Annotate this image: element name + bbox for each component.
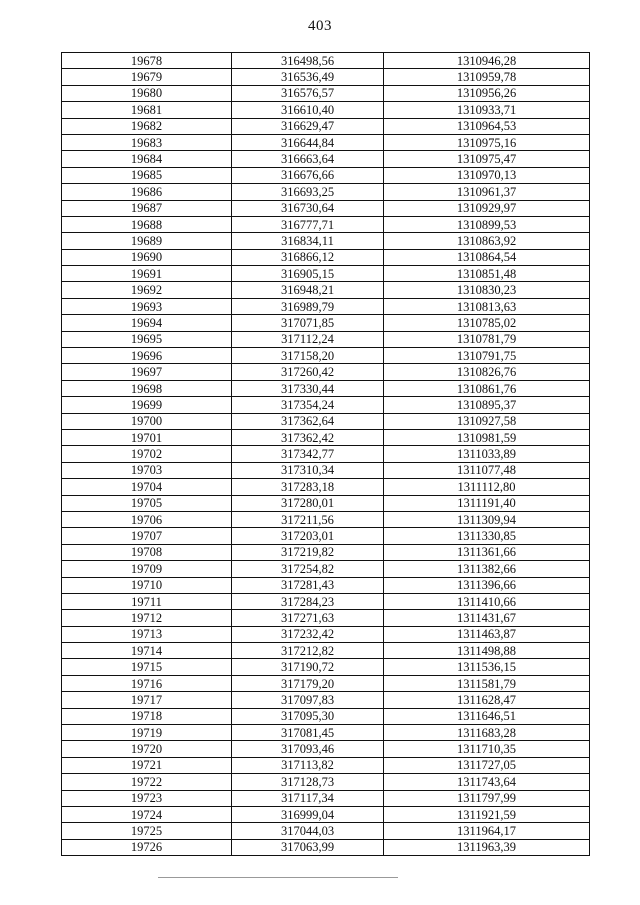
point-number-cell: 19707 — [62, 528, 232, 544]
point-number-cell: 19713 — [62, 626, 232, 642]
table-row — [62, 397, 590, 413]
x-coordinate-cell: 316536,49 — [232, 69, 384, 85]
y-coordinate-cell: 1310781,79 — [384, 331, 590, 347]
table-row — [62, 85, 590, 101]
table-row — [62, 511, 590, 527]
table-row — [62, 757, 590, 773]
table-row — [62, 184, 590, 200]
x-coordinate-cell: 317254,82 — [232, 561, 384, 577]
y-coordinate-cell: 1311191,40 — [384, 495, 590, 511]
coordinates-table-body — [62, 53, 590, 856]
point-number-cell: 19702 — [62, 446, 232, 462]
point-number-cell: 19724 — [62, 806, 232, 822]
point-number-cell: 19715 — [62, 659, 232, 675]
point-number-cell: 19697 — [62, 364, 232, 380]
point-number-cell: 19688 — [62, 216, 232, 232]
table-row — [62, 708, 590, 724]
x-coordinate-cell: 317219,82 — [232, 544, 384, 560]
table-row — [62, 544, 590, 560]
point-number-cell: 19716 — [62, 675, 232, 691]
x-coordinate-cell: 316663,64 — [232, 151, 384, 167]
point-number-cell: 19705 — [62, 495, 232, 511]
y-coordinate-cell: 1310864,54 — [384, 249, 590, 265]
y-coordinate-cell: 1310970,13 — [384, 167, 590, 183]
y-coordinate-cell: 1311498,88 — [384, 643, 590, 659]
x-coordinate-cell: 316693,25 — [232, 184, 384, 200]
point-number-cell: 19680 — [62, 85, 232, 101]
y-coordinate-cell: 1311727,05 — [384, 757, 590, 773]
coordinates-table-container — [61, 52, 589, 856]
y-coordinate-cell: 1311396,66 — [384, 577, 590, 593]
point-number-cell: 19701 — [62, 429, 232, 445]
table-row — [62, 364, 590, 380]
x-coordinate-cell: 317342,77 — [232, 446, 384, 462]
point-number-cell: 19721 — [62, 757, 232, 773]
point-number-cell: 19699 — [62, 397, 232, 413]
table-row — [62, 413, 590, 429]
x-coordinate-cell: 317097,83 — [232, 692, 384, 708]
x-coordinate-cell: 317081,45 — [232, 725, 384, 741]
y-coordinate-cell: 1310946,28 — [384, 53, 590, 69]
point-number-cell: 19686 — [62, 184, 232, 200]
x-coordinate-cell: 317093,46 — [232, 741, 384, 757]
x-coordinate-cell: 317179,20 — [232, 675, 384, 691]
table-row — [62, 167, 590, 183]
x-coordinate-cell: 316948,21 — [232, 282, 384, 298]
point-number-cell: 19722 — [62, 774, 232, 790]
table-row — [62, 643, 590, 659]
point-number-cell: 19717 — [62, 692, 232, 708]
x-coordinate-cell: 317280,01 — [232, 495, 384, 511]
x-coordinate-cell: 317281,43 — [232, 577, 384, 593]
y-coordinate-cell: 1311112,80 — [384, 479, 590, 495]
y-coordinate-cell: 1311797,99 — [384, 790, 590, 806]
table-row — [62, 134, 590, 150]
table-row — [62, 69, 590, 85]
point-number-cell: 19710 — [62, 577, 232, 593]
point-number-cell: 19685 — [62, 167, 232, 183]
y-coordinate-cell: 1311921,59 — [384, 806, 590, 822]
table-row — [62, 495, 590, 511]
point-number-cell: 19703 — [62, 462, 232, 478]
table-row — [62, 446, 590, 462]
table-row — [62, 151, 590, 167]
point-number-cell: 19690 — [62, 249, 232, 265]
y-coordinate-cell: 1311410,66 — [384, 593, 590, 609]
table-row — [62, 462, 590, 478]
x-coordinate-cell: 316676,66 — [232, 167, 384, 183]
y-coordinate-cell: 1310981,59 — [384, 429, 590, 445]
y-coordinate-cell: 1310813,63 — [384, 298, 590, 314]
point-number-cell: 19681 — [62, 102, 232, 118]
y-coordinate-cell: 1310975,16 — [384, 134, 590, 150]
table-row — [62, 675, 590, 691]
coordinates-table — [61, 52, 590, 856]
y-coordinate-cell: 1311536,15 — [384, 659, 590, 675]
x-coordinate-cell: 316576,57 — [232, 85, 384, 101]
point-number-cell: 19698 — [62, 380, 232, 396]
x-coordinate-cell: 317158,20 — [232, 348, 384, 364]
y-coordinate-cell: 1310895,37 — [384, 397, 590, 413]
table-row — [62, 774, 590, 790]
table-row — [62, 200, 590, 216]
y-coordinate-cell: 1310927,58 — [384, 413, 590, 429]
table-row — [62, 118, 590, 134]
point-number-cell: 19682 — [62, 118, 232, 134]
table-row — [62, 53, 590, 69]
x-coordinate-cell: 317203,01 — [232, 528, 384, 544]
point-number-cell: 19725 — [62, 823, 232, 839]
table-row — [62, 429, 590, 445]
table-row — [62, 725, 590, 741]
x-coordinate-cell: 317260,42 — [232, 364, 384, 380]
y-coordinate-cell: 1310830,23 — [384, 282, 590, 298]
y-coordinate-cell: 1310964,53 — [384, 118, 590, 134]
y-coordinate-cell: 1311431,67 — [384, 610, 590, 626]
y-coordinate-cell: 1310785,02 — [384, 315, 590, 331]
y-coordinate-cell: 1311382,66 — [384, 561, 590, 577]
x-coordinate-cell: 317362,64 — [232, 413, 384, 429]
point-number-cell: 19687 — [62, 200, 232, 216]
y-coordinate-cell: 1310826,76 — [384, 364, 590, 380]
x-coordinate-cell: 317211,56 — [232, 511, 384, 527]
table-row — [62, 692, 590, 708]
table-row — [62, 610, 590, 626]
y-coordinate-cell: 1311463,87 — [384, 626, 590, 642]
table-row — [62, 348, 590, 364]
x-coordinate-cell: 317044,03 — [232, 823, 384, 839]
x-coordinate-cell: 316999,04 — [232, 806, 384, 822]
point-number-cell: 19678 — [62, 53, 232, 69]
x-coordinate-cell: 317128,73 — [232, 774, 384, 790]
x-coordinate-cell: 317283,18 — [232, 479, 384, 495]
y-coordinate-cell: 1311646,51 — [384, 708, 590, 724]
x-coordinate-cell: 316777,71 — [232, 216, 384, 232]
y-coordinate-cell: 1311361,66 — [384, 544, 590, 560]
point-number-cell: 19683 — [62, 134, 232, 150]
point-number-cell: 19691 — [62, 266, 232, 282]
x-coordinate-cell: 317354,24 — [232, 397, 384, 413]
table-row — [62, 380, 590, 396]
x-coordinate-cell: 316498,56 — [232, 53, 384, 69]
point-number-cell: 19706 — [62, 511, 232, 527]
x-coordinate-cell: 316905,15 — [232, 266, 384, 282]
y-coordinate-cell: 1310791,75 — [384, 348, 590, 364]
x-coordinate-cell: 317212,82 — [232, 643, 384, 659]
y-coordinate-cell: 1310929,97 — [384, 200, 590, 216]
point-number-cell: 19693 — [62, 298, 232, 314]
table-row — [62, 806, 590, 822]
page-number: 403 — [308, 18, 332, 34]
y-coordinate-cell: 1310961,37 — [384, 184, 590, 200]
y-coordinate-cell: 1310899,53 — [384, 216, 590, 232]
table-row — [62, 282, 590, 298]
x-coordinate-cell: 317112,24 — [232, 331, 384, 347]
y-coordinate-cell: 1311330,85 — [384, 528, 590, 544]
x-coordinate-cell: 316610,40 — [232, 102, 384, 118]
table-row — [62, 528, 590, 544]
scan-artifact-line — [158, 877, 398, 878]
point-number-cell: 19719 — [62, 725, 232, 741]
table-row — [62, 331, 590, 347]
x-coordinate-cell: 317310,34 — [232, 462, 384, 478]
table-row — [62, 790, 590, 806]
y-coordinate-cell: 1310959,78 — [384, 69, 590, 85]
y-coordinate-cell: 1311581,79 — [384, 675, 590, 691]
x-coordinate-cell: 317063,99 — [232, 839, 384, 855]
table-row — [62, 626, 590, 642]
point-number-cell: 19679 — [62, 69, 232, 85]
x-coordinate-cell: 316866,12 — [232, 249, 384, 265]
table-row — [62, 659, 590, 675]
x-coordinate-cell: 317095,30 — [232, 708, 384, 724]
y-coordinate-cell: 1311963,39 — [384, 839, 590, 855]
table-row — [62, 233, 590, 249]
table-row — [62, 249, 590, 265]
point-number-cell: 19718 — [62, 708, 232, 724]
y-coordinate-cell: 1310933,71 — [384, 102, 590, 118]
x-coordinate-cell: 317232,42 — [232, 626, 384, 642]
y-coordinate-cell: 1310863,92 — [384, 233, 590, 249]
x-coordinate-cell: 316629,47 — [232, 118, 384, 134]
point-number-cell: 19723 — [62, 790, 232, 806]
x-coordinate-cell: 316644,84 — [232, 134, 384, 150]
table-row — [62, 266, 590, 282]
point-number-cell: 19700 — [62, 413, 232, 429]
point-number-cell: 19720 — [62, 741, 232, 757]
y-coordinate-cell: 1311743,64 — [384, 774, 590, 790]
table-row — [62, 315, 590, 331]
point-number-cell: 19726 — [62, 839, 232, 855]
x-coordinate-cell: 317071,85 — [232, 315, 384, 331]
table-row — [62, 561, 590, 577]
x-coordinate-cell: 316989,79 — [232, 298, 384, 314]
point-number-cell: 19694 — [62, 315, 232, 331]
y-coordinate-cell: 1311964,17 — [384, 823, 590, 839]
point-number-cell: 19689 — [62, 233, 232, 249]
point-number-cell: 19696 — [62, 348, 232, 364]
x-coordinate-cell: 316834,11 — [232, 233, 384, 249]
y-coordinate-cell: 1311033,89 — [384, 446, 590, 462]
point-number-cell: 19709 — [62, 561, 232, 577]
point-number-cell: 19692 — [62, 282, 232, 298]
y-coordinate-cell: 1310956,26 — [384, 85, 590, 101]
x-coordinate-cell: 317330,44 — [232, 380, 384, 396]
x-coordinate-cell: 317284,23 — [232, 593, 384, 609]
x-coordinate-cell: 317117,34 — [232, 790, 384, 806]
x-coordinate-cell: 317190,72 — [232, 659, 384, 675]
y-coordinate-cell: 1310851,48 — [384, 266, 590, 282]
table-row — [62, 839, 590, 855]
x-coordinate-cell: 316730,64 — [232, 200, 384, 216]
table-row — [62, 741, 590, 757]
table-row — [62, 577, 590, 593]
y-coordinate-cell: 1310861,76 — [384, 380, 590, 396]
x-coordinate-cell: 317113,82 — [232, 757, 384, 773]
x-coordinate-cell: 317271,63 — [232, 610, 384, 626]
table-row — [62, 102, 590, 118]
x-coordinate-cell: 317362,42 — [232, 429, 384, 445]
point-number-cell: 19714 — [62, 643, 232, 659]
table-row — [62, 479, 590, 495]
table-row — [62, 298, 590, 314]
y-coordinate-cell: 1311683,28 — [384, 725, 590, 741]
point-number-cell: 19708 — [62, 544, 232, 560]
table-row — [62, 823, 590, 839]
point-number-cell: 19684 — [62, 151, 232, 167]
y-coordinate-cell: 1311309,94 — [384, 511, 590, 527]
table-row — [62, 593, 590, 609]
point-number-cell: 19704 — [62, 479, 232, 495]
point-number-cell: 19695 — [62, 331, 232, 347]
point-number-cell: 19712 — [62, 610, 232, 626]
y-coordinate-cell: 1311077,48 — [384, 462, 590, 478]
y-coordinate-cell: 1311710,35 — [384, 741, 590, 757]
y-coordinate-cell: 1311628,47 — [384, 692, 590, 708]
y-coordinate-cell: 1310975,47 — [384, 151, 590, 167]
table-row — [62, 216, 590, 232]
point-number-cell: 19711 — [62, 593, 232, 609]
